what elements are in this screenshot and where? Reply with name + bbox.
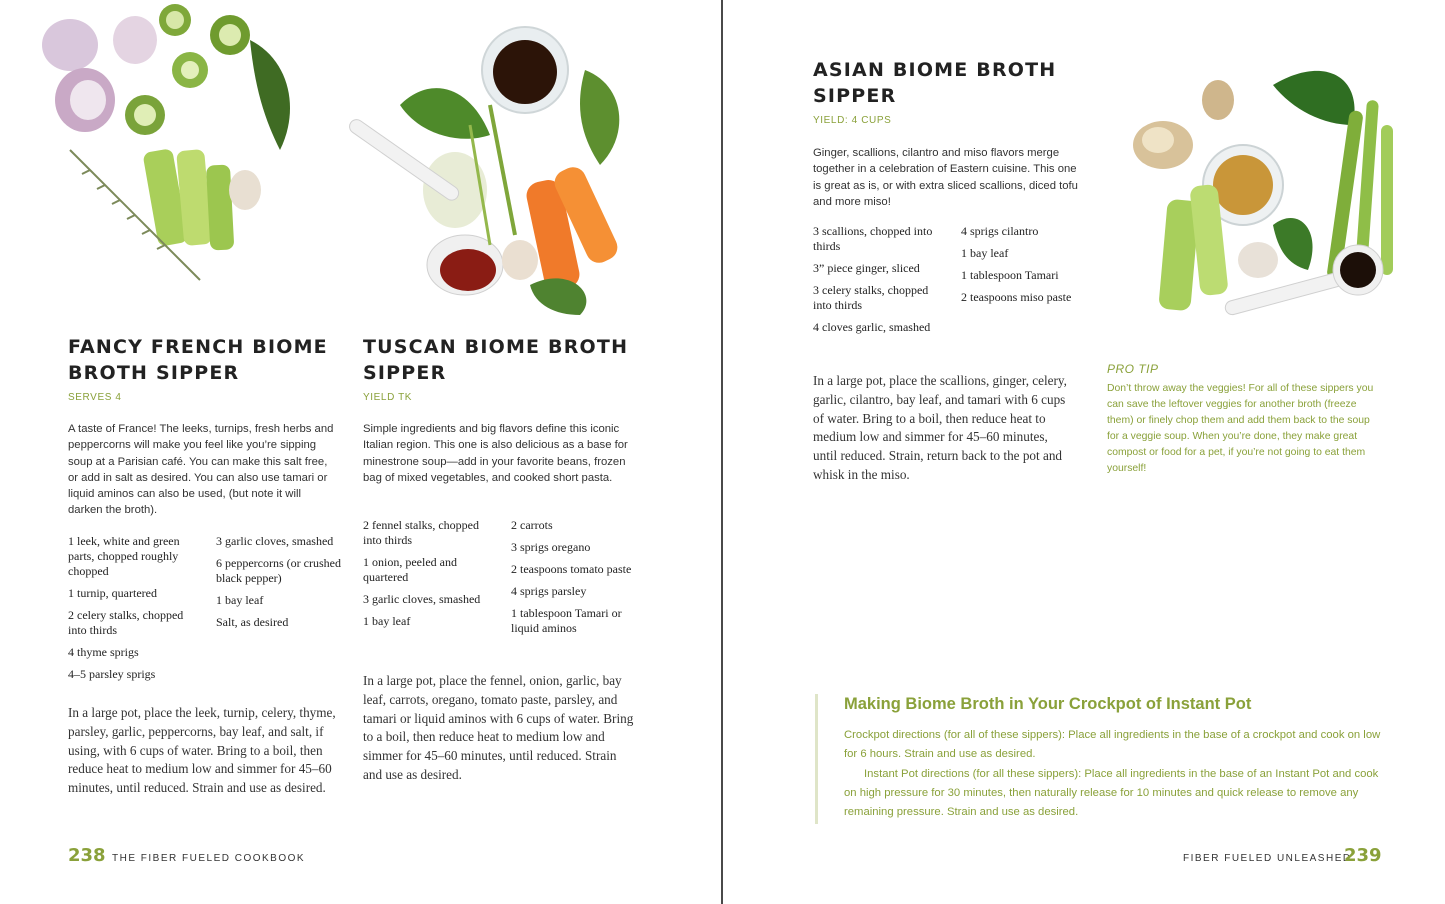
ingredients-left-tuscan xyxy=(363,518,495,636)
sidebar-body xyxy=(844,726,1384,822)
ingredient-item: 1 onion, peeled and quartered xyxy=(363,555,457,584)
page-number-right: 239 xyxy=(1344,845,1382,866)
recipe-method-asian: In a large pot, place the scallions, ginger, celery, garlic, cilantro, bay leaf, and tamari with 6 cups of water. Bring to a boil, then reduce heat to medium low and simmer for 45–60 minutes, until reduced. Strain, return back to the pot and whisk in the miso. xyxy=(813,373,1067,482)
running-footer-left: THE FIBER FUELED COOKBOOK xyxy=(112,853,306,864)
ingredient-item: 4–5 parsley sprigs xyxy=(68,667,156,681)
sidebar-crockpot-directions: Crockpot directions (for all of these sippers): Place all ingredients in the base of a crockpot and cook on low for 6 hours. Strain and use as desired. xyxy=(844,729,1381,761)
ingredient-item: 4 cloves garlic, smashed xyxy=(813,320,931,334)
recipe-intro-french: A taste of France! The leeks, turnips, fresh herbs and peppercorns will make you feel like you’re sipping soup at a Parisian café. You can make this salt free, or add in salt as desired. You can also use tamari or liquid aminos can also be used, (but note it will darken the broth). xyxy=(68,423,334,517)
left-page xyxy=(0,0,721,904)
recipe-title-french: FANCY FRENCH BIOME BROTH SIPPER xyxy=(68,336,328,384)
tuscan-broth-ingredients-photo xyxy=(340,15,650,320)
ingredient-item: 3 scallions, chopped into thirds xyxy=(813,224,933,253)
recipe-intro-tuscan: Simple ingredients and big flavors define this iconic Italian region. This one is also delicious as a base for minestrone soup—add in your favorite beans, frozen bag of mixed vegetables, and cooked short pasta. xyxy=(363,423,628,484)
sidebar-title: Making Biome Broth in Your Crockpot of Instant Pot xyxy=(844,695,1252,713)
right-page xyxy=(723,0,1445,904)
sidebar-instant-pot-directions: Instant Pot directions (for all these sippers): Place all ingredients in the base of an Instant Pot and cook on high pressure for 30 minutes, then naturally release for 10 minutes and quick release to remove any remaining pressure. Strain and use as desired. xyxy=(844,767,1379,819)
recipe-method-tuscan: In a large pot, place the fennel, onion, garlic, bay leaf, carrots, oregano, tomato paste, parsley, and tamari or liquid aminos with 6 cups of water. Bring to a boil, then reduce heat to medium low and simmer for 45–60 minutes, until reduced. Strain and use as desired. xyxy=(363,673,634,782)
page-number-left: 238 xyxy=(68,845,106,866)
sidebar-box xyxy=(815,694,1388,824)
ingredient-item: 1 turnip, quartered xyxy=(68,586,157,600)
ingredient-item: 2 teaspoons tomato paste xyxy=(511,562,632,576)
ingredients-right-asian xyxy=(961,224,1086,312)
asian-broth-ingredients-photo xyxy=(1123,55,1413,330)
ingredients-right-french xyxy=(216,534,341,637)
recipe-yield-tuscan: YIELD TK xyxy=(363,392,413,403)
ingredient-item: 3” piece ginger, sliced xyxy=(813,261,920,275)
ingredient-item: 3 garlic cloves, smashed xyxy=(363,592,481,606)
ingredient-item: 1 bay leaf xyxy=(961,246,1009,260)
ingredient-item: 4 sprigs parsley xyxy=(511,584,587,598)
recipe-yield-asian: YIELD: 4 CUPS xyxy=(813,115,892,126)
ingredient-item: Salt, as desired xyxy=(216,615,289,629)
recipe-title-asian: ASIAN BIOME BROTH SIPPER xyxy=(813,59,1057,107)
pro-tip-label: PRO TIP xyxy=(1107,362,1159,376)
recipe-title-tuscan: TUSCAN BIOME BROTH SIPPER xyxy=(363,336,629,384)
french-broth-ingredients-photo xyxy=(30,0,320,290)
ingredient-item: 3 sprigs oregano xyxy=(511,540,591,554)
ingredient-item: 2 celery stalks, chopped into thirds xyxy=(68,608,184,637)
ingredient-item: 1 bay leaf xyxy=(363,614,411,628)
ingredients-left-asian xyxy=(813,224,943,342)
recipe-intro-asian: Ginger, scallions, cilantro and miso flavors merge together in a celebration of Eastern cuisine. This one is great as is, or with extra sliced scallions, diced tofu and more miso! xyxy=(813,147,1078,208)
ingredient-item: 2 carrots xyxy=(511,518,553,532)
ingredients-right-tuscan xyxy=(511,518,636,643)
ingredient-item: 1 tablespoon Tamari xyxy=(961,268,1059,282)
ingredient-item: 4 sprigs cilantro xyxy=(961,224,1039,238)
ingredient-item: 2 fennel stalks, chopped into thirds xyxy=(363,518,479,547)
running-footer-right: FIBER FUELED UNLEASHED xyxy=(1183,853,1352,864)
pro-tip-text: Don’t throw away the veggies! For all of these sippers you can save the leftover veggies for another broth (freeze them) or finely chop them and add them back to the soup for a veggie soup. When you’re done, they make great compost or food for a pet, if you’re not going to eat them yourself! xyxy=(1107,383,1374,474)
ingredient-item: 4 thyme sprigs xyxy=(68,645,139,659)
ingredient-item: 3 celery stalks, chopped into thirds xyxy=(813,283,929,312)
ingredient-item: 1 leek, white and green parts, chopped roughly chopped xyxy=(68,534,180,578)
ingredient-item: 1 bay leaf xyxy=(216,593,264,607)
ingredient-item: 3 garlic cloves, smashed xyxy=(216,534,334,548)
ingredients-left-french xyxy=(68,534,198,689)
ingredient-item: 1 tablespoon Tamari or liquid aminos xyxy=(511,606,622,635)
ingredient-item: 6 peppercorns (or crushed black pepper) xyxy=(216,556,341,585)
recipe-yield-french: SERVES 4 xyxy=(68,392,122,403)
recipe-method-french: In a large pot, place the leek, turnip, celery, thyme, parsley, garlic, peppercorns, bay leaf, and salt, if using, with 6 cups of water. Bring to a boil, then reduce heat to medium low and simmer for 45–60 minutes, until reduced. Strain and use as desired. xyxy=(68,705,336,796)
ingredient-item: 2 teaspoons miso paste xyxy=(961,290,1072,304)
